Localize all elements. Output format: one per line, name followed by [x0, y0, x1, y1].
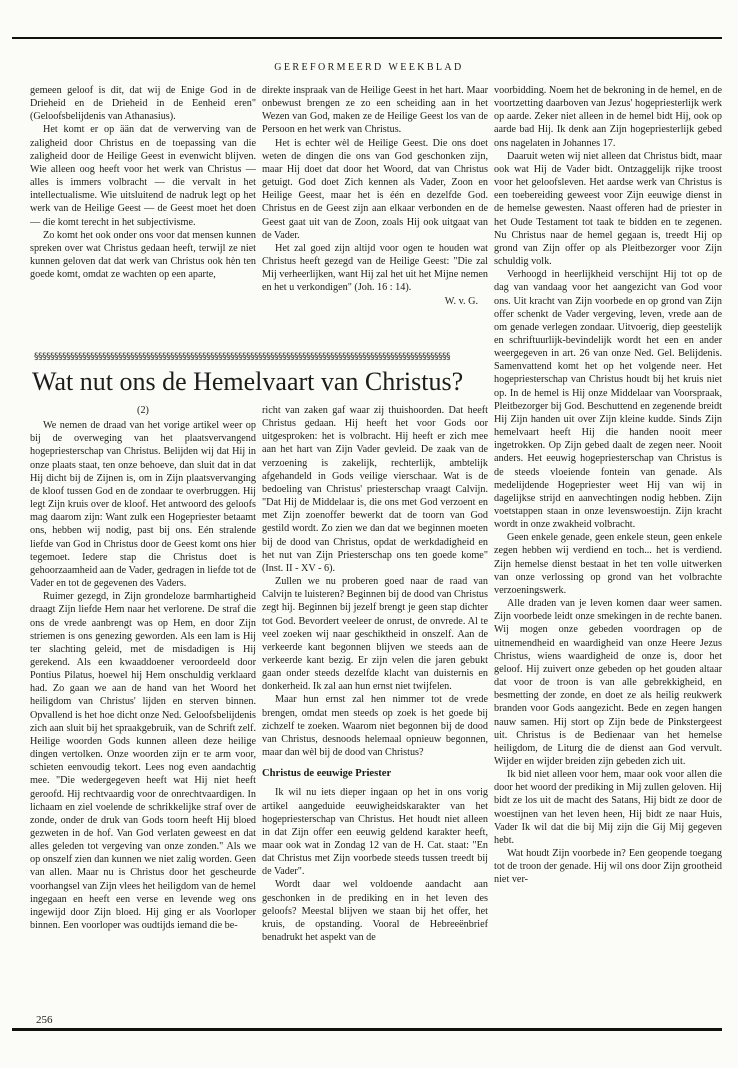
paragraph: direkte inspraak van de Heilige Geest in het hart. Maar onbewust brengen ze zo een scheiding aan in het Wezen van God, maken ze de Heilige Geest los van de Persoon en het werk van Christus.: [262, 85, 488, 136]
paragraph: Ik wil nu iets dieper ingaan op het in ons vorig artikel aangeduide eeuwigheidskarakter van het hogepriesterschap van Christus. Het houdt niet alleen in dat Zijn offer een eeuwig geldend karakter heeft, maar ook wat in Zondag 12 van de H. Cat. staat: "En dat Christus met Zijn voorbede steeds tussen treedt bij de Vader".: [262, 787, 488, 878]
paragraph: richt van zaken gaf waar zij thuishoorden. Dat heeft Christus gedaan. Hij heeft het voor Gods oor uitgesproken: het is volbracht. Hij heeft er zich mee aan het hart van Zijn Vader gevleid. De zaak van de verzoening is zakelijk, rechterlijk, ambtelijk afgehandeld in Gods veilige vierschaar. Wat is de bedoeling van Christus' priesterschap vraagt Calvijn. "Dat Hij de Middelaar is, die ons met God verzoent en met Zijn zoenoffer bewerkt dat de toorn van God gestild wordt. Zo zien we dan dat we beginnen moeten bij de dood van Christus, opdat de werkdadigheid en het nut van Zijn Priesterschap ons ten goede kome" (Inst. II - XV - 6).: [262, 405, 488, 574]
right-column: [494, 84, 722, 1010]
paragraph: Het komt er op ään dat de verwerving van de zaligheid door Christus en de toepassing van die zaligheid door de Heilige Geest in evenwicht blijven. Wie alleen oog heeft voor het werk van Christus — alles is immers volbracht — die vervalt in het intellectualisme. Wie uitsluitend de nadruk legt op het werk van de Heilige Geest — de Geest moet het doen — die komt terecht in het subjectivisme.: [30, 124, 256, 228]
article-column-1: [30, 404, 256, 1010]
paragraph: Het is echter wèl de Heilige Geest. Die ons doet weten de dingen die ons van God geschonken zijn, maar Hij doet dat door het Woord, dat van Christus getuigt. God doet Zich kennen als Vader, Zoon en Heilige Geest, maar het is één en dezelfde God. Christus en de Geest zijn aan elkaar verbonden en de Geest gaat uit van de Zoon, zoals Hij ook uitgaat van de Vader.: [262, 137, 488, 241]
article-column-2: [262, 404, 488, 1010]
paragraph: Verhoogd in heerlijkheid verschijnt Hij tot op de dag van vandaag voor het aangezicht van God voor ons. Uit kracht van Zijn voorbede en op grond van Zijn offer schenkt de Vader vergeving, leven, vrede aan de om genade verlegen zondaar. Uitvoerig, diep geestelijk en schriftuurlijk-bevindelijk wordt het een en ander weergegeven in art. 26 van onze Ned. Gel. Belijdenis. Samenvattend komt het op het volgende neer. Het hogepriesterschap van Christus houdt bij het kruis niet op. In de hemel is Hij onze Middelaar van Voorspraak, Pleitbezorger bij God. Beschuttend en zegenende breidt Hij Zijn handen uit over Zijn kleine kudde. Sinds Zijn hemelvaart heeft Hij die handen nooit meer ingetrokken. Op Zijn gebed daalt de zegen neer. Nooit anders. Het eeuwig hogepriesterschap van Christus is de steeds vloeiende fontein van genade. Als medelijdende Hogepriester weet Hij van wij in dagelijkse strijd en aanvechtingen nodig hebben. Zijn voetstappen staan in onze levenswoestijn. Zijn kracht wordt in onze zwakheid volbracht.: [494, 269, 722, 531]
paragraph: Ik bid niet alleen voor hem, maar ook voor allen die door het woord der prediking in Mij zullen geloven. Hij bidt ze los uit de macht des Satans, Hij bidt ze door de woestijnen van het leven heen, Hij bidt ze naar Huis, Vader Ik wil dat die bij Mij zijn die Gij Mij gegeven hebt.: [494, 769, 722, 846]
section-heading: Christus de eeuwige Priester: [262, 768, 392, 780]
top-rule: [12, 37, 722, 39]
ornamental-divider: §§§§§§§§§§§§§§§§§§§§§§§§§§§§§§§§§§§§§§§§§§§§§§§§§§§§§§§§§§§§§§§§§§§§§§§§§§§§§§§§§§§§§§§§§§§§§§§§§§§§§§§§: [34, 352, 450, 362]
paragraph: gemeen geloof is dit, dat wij de Enige God in de Drieheid en de Drieheid in de Eenheid eren" (Geloofsbelijdenis van Athanasius).: [30, 85, 256, 123]
masthead: GEREFORMEERD WEEKBLAD: [274, 62, 464, 73]
paragraph: Geen enkele genade, geen enkele steun, geen enkele zegen hebben wij verdiend en toch... het is verdiend. Zijn hemelse dienst bestaat in het ten volle uitwerken van onze verlossing op grond van het volbrachte verzoeningswerk.: [494, 532, 722, 596]
paragraph: Ruimer gezegd, in Zijn grondeloze barmhartigheid draagt Zijn liefde Hem naar het verlorene. De straf die ons de vrede aanbrengt was op Hem, en door Zijn striemen is ons genezing geworden. Als een lam is Hij ter slachting geleid, met de misdadigen is Hij gerekend. Als een kwaaddoener veroordeeld door Pontius Pilatus, hoewel hij Hem onschuldig verklaard had. Zo gaan we aan de hand van het Woord het heiligdom van Christus' lijden en sterven binnen. Opvallend is het hoe dicht onze Ned. Geloofsbelijdenis zich aan sluit bij het spraakgebruik, van de Schrift zelf. Heilige woorden Gods kunnen alleen deze heilige dingen vertolken. Onze woorden zijn er te arm voor, schieten eenvoudig tekort. Lees nog even aandachtig mee. "Die wedergegeven heeft wat Hij niet heeft geroofd. Hij rechtvaardig voor de onrechtvaardigen. In lichaam en ziel voelende de schrikkelijke straf over de zonde, onder de druk van Gods toorn heeft Hij bloed gezweten in de hof. Van God verlaten geweest en dat alles geleden tot vergeving van onze zonden." Als we op onszelf zien dan kunnen we niet zalig worden. Geen van allen. Maar nu is Christus door het gescheurde voorhangsel van Zijn vlees het heiligdom van de hemel ingegaan en heeft een verse en levende weg ons ingewijd door Zijn bloed. Hij ging er als Voorloper binnen. Een voorloper was oudtijds iemand die be-: [30, 591, 256, 932]
page-number: 256: [36, 1014, 53, 1026]
paragraph: Daaruit weten wij niet alleen dat Christus bidt, maar ook wat Hij de Vader bidt. Ontzaggelijk rijke troost voor het geloofsleven. Het aardse werk van Christus is een toebereiding geweest voor Zijn eeuwige dienst in de hemelse gewesten. Naast offeren had de priester in het Oude Testament tot taak te bidden en te zegenen. Nu Christus naar de hemel gegaan is, treedt Hij op grond van Zijn offer op als Pleitbezorger voor Zijn schuldig volk.: [494, 150, 722, 268]
author-signature: W. v. G.: [444, 295, 478, 307]
paragraph: voorbidding. Noem het de bekroning in de hemel, en de voortzetting daarboven van Jezus' hogepriesterlijk werk op aarde. Zeker niet alleen in de hemel bidt Hij, ook op aarde bad Hij. Ik denk aan Zijn hogepriesterlijk gebed ons nagelaten in Johannes 17.: [494, 85, 722, 149]
paragraph: Alle draden van je leven komen daar weer samen. Zijn voorbede leidt onze smekingen in de rechte banen. Wij mogen onze gebeden voordragen op de uitnemendheid en waardigheid van onze Heere Jezus Christus, wiens waardigheid de onze is, door het geloof. Hij zuivert onze gebeden op het gouden altaar dat voor de troon is van alle gebrekkigheid, en besmetting der zonde, en doet ze als heilig reukwerk branden voor Gods aangezicht. Bede en zegen hangen nauw samen. Hij stort op Zijn bede de Pinkstergeest uit. Christus is de Bedienaar van het hemelse heiligdom, de Liturg die de dienst aan God vervult. Wijder en wijder breiden zijn gebeden zich uit.: [494, 598, 722, 767]
paragraph: Maar hun ernst zal hen nimmer tot de vrede brengen, omdat men steeds op zoek is het goede bij zichzelf te zoeken. Waarom niet begonnen bij de dood van Christus, desnoods helemaal opnieuw begonnen, maar dan wèl bij de dood van Christus?: [262, 694, 488, 759]
part-number: (2): [137, 405, 149, 416]
paragraph: Zullen we nu proberen goed naar de raad van Calvijn te luisteren? Beginnen bij de dood van Christus zegt hij. Beginnen bij jezelf brengt je geen stap dichter tot God. Bevordert veeleer de onrust, de onvrede. Al te veel zoeken wij naar geschiktheid in onszelf. Aan de verkeerde kant begonnen blijven we steeds aan de verkeerde kant bezig. Er zijn velen die jaren gebukt gaan onder steeds dezelfde klacht van duisternis en donkerheid. Ik zal aan hun ernst niet twijfelen.: [262, 576, 488, 693]
paragraph: We nemen de draad van het vorige artikel weer op bij de overweging van het plaatsvervangend hogepriesterschap van Christus. Belijden wij dat Hij in onze plaats staat, ten onze behoeve, dan sluit dat in dat Hij dicht bij de Zijnen is, om in Zijn plaatsvervanging de kloof tussen God en de zondaar te overbruggen. Hij legt Zijn kruis over de kloof. Het antwoord des geloofs mag daarom zijn: Want zulk een Hogepriester betaamt ons, hebben wij nodig, past bij ons. Eén stralende liefde van God in Christus door de Geest komt ons hier tegemoet. Iedere stap die Christus doet is gehoorzaamheid aan de Vader, gedragen in liefde tot de Vader en tot de gegevenen des Vaders.: [30, 420, 256, 590]
bottom-rule: [12, 1028, 722, 1031]
article-title: Wat nut ons de Hemelvaart van Christus?: [32, 367, 464, 396]
paragraph: Zo komt het ook onder ons voor dat mensen kunnen spreken over wat Christus gedaan heeft, terwijl ze niet kunnen geloven dat dat werk van Christus ook hèn ten goede komt, omdat ze wachten op een aparte,: [30, 229, 256, 281]
paragraph: Het zal goed zijn altijd voor ogen te houden wat Christus heeft gezegd van de Heilige Geest: "Die zal Mij verheerlijken, want Hij zal het uit het Mijne nemen en het u verkondigen" (Joh. 16 : 14).: [262, 242, 488, 294]
paragraph: Wordt daar wel voldoende aandacht aan geschonken in de prediking en in het leven des geloofs? Meestal blijven we staan bij het offer, het kruis, de opstanding. Vooral de Hebreeënbrief benadrukt het aspekt van de: [262, 879, 488, 944]
paragraph: Wat houdt Zijn voorbede in? Een geopende toegang tot de troon der genade. Hij wil ons door Zijn grootheid niet ver-: [494, 848, 722, 886]
top-column-1: [30, 84, 256, 354]
top-column-2: [262, 84, 488, 354]
